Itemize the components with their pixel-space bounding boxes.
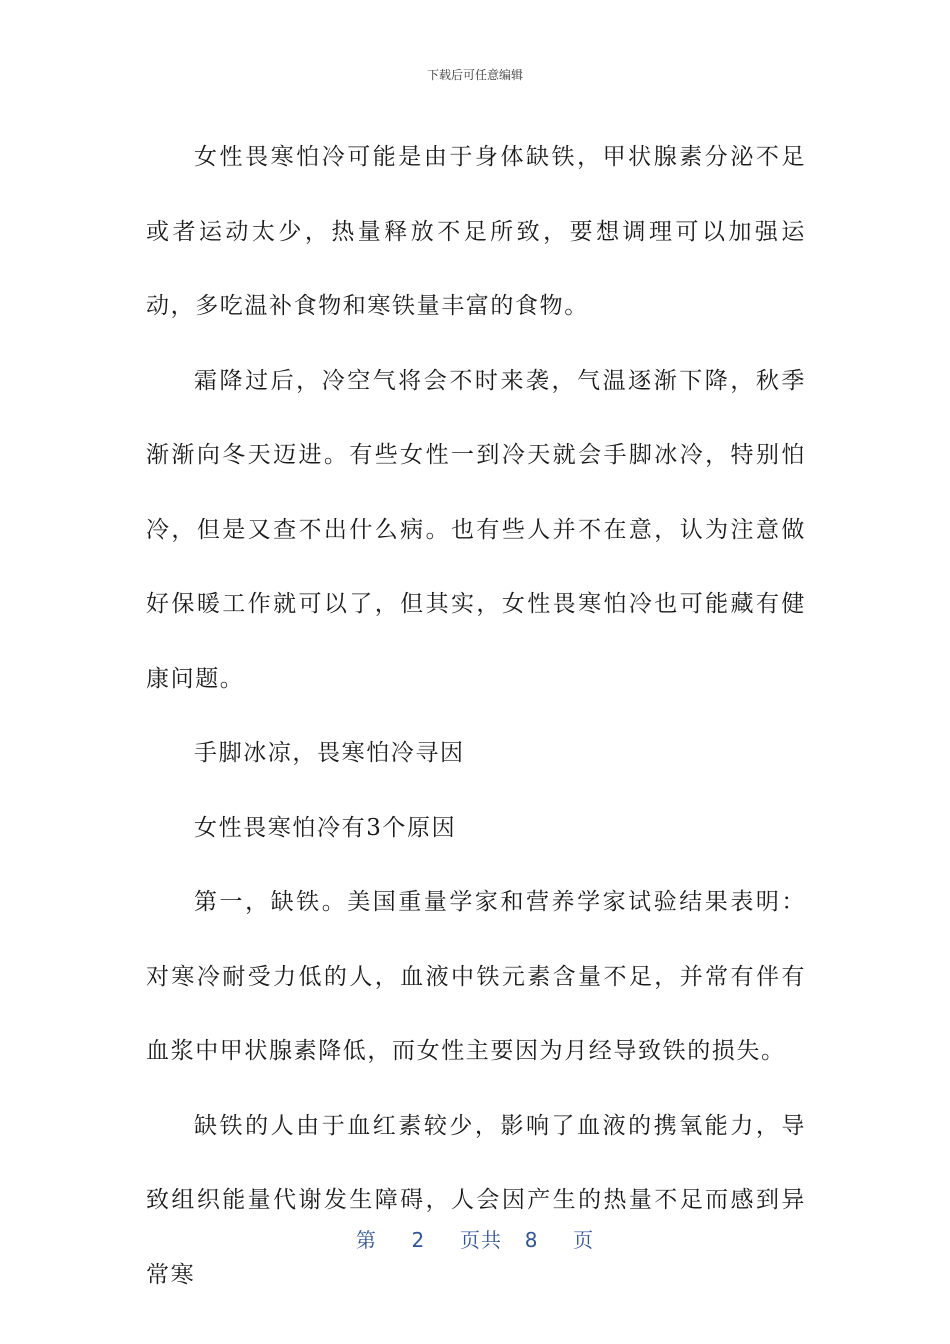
current-page-number: 2 [411,1228,426,1252]
paragraph-4: 缺铁的人由于血红素较少，影响了血液的携氧能力，导致组织能量代谢发生障碍，人会因产生的热量不足而感到异常寒 [146,1112,806,1288]
section-heading-1: 手脚冰凉，畏寒怕冷寻因 [194,740,465,766]
paragraph-1: 女性畏寒怕冷可能是由于身体缺铁，甲状腺素分泌不足或者运动太少，热量释放不足所致，要想调理可以加强运动，多吃温补食物和寒铁量丰富的食物。 [146,144,806,319]
paragraph-2: 霜降过后，冷空气将会不时来袭，气温逐渐下降，秋季渐渐向冬天迈进。有些女性一到冷天就会手脚冰冷，特别怕冷，但是又查不出什么病。也有些人并不在意，认为注意做好保暖工作就可以了，但其实，女性畏寒怕冷也可能藏有健康问题。 [146,367,806,692]
page-footer [0,1224,950,1253]
page-header: 下载后可任意编辑 [426,68,523,82]
paragraph-3: 第一，缺铁。美国重量学家和营养学家试验结果表明：对寒冷耐受力低的人，血液中铁元素含量不足，并常有伴有血浆中甲状腺素降低，而女性主要因为月经导致铁的损失。 [146,889,806,1064]
section-heading-2: 女性畏寒怕冷有3个原因 [194,814,457,841]
total-pages-number: 8 [524,1228,539,1252]
document-body [146,120,806,1312]
footer-prefix: 第 [355,1228,377,1252]
footer-mid: 页共 [460,1228,502,1252]
footer-suffix: 页 [573,1228,595,1252]
